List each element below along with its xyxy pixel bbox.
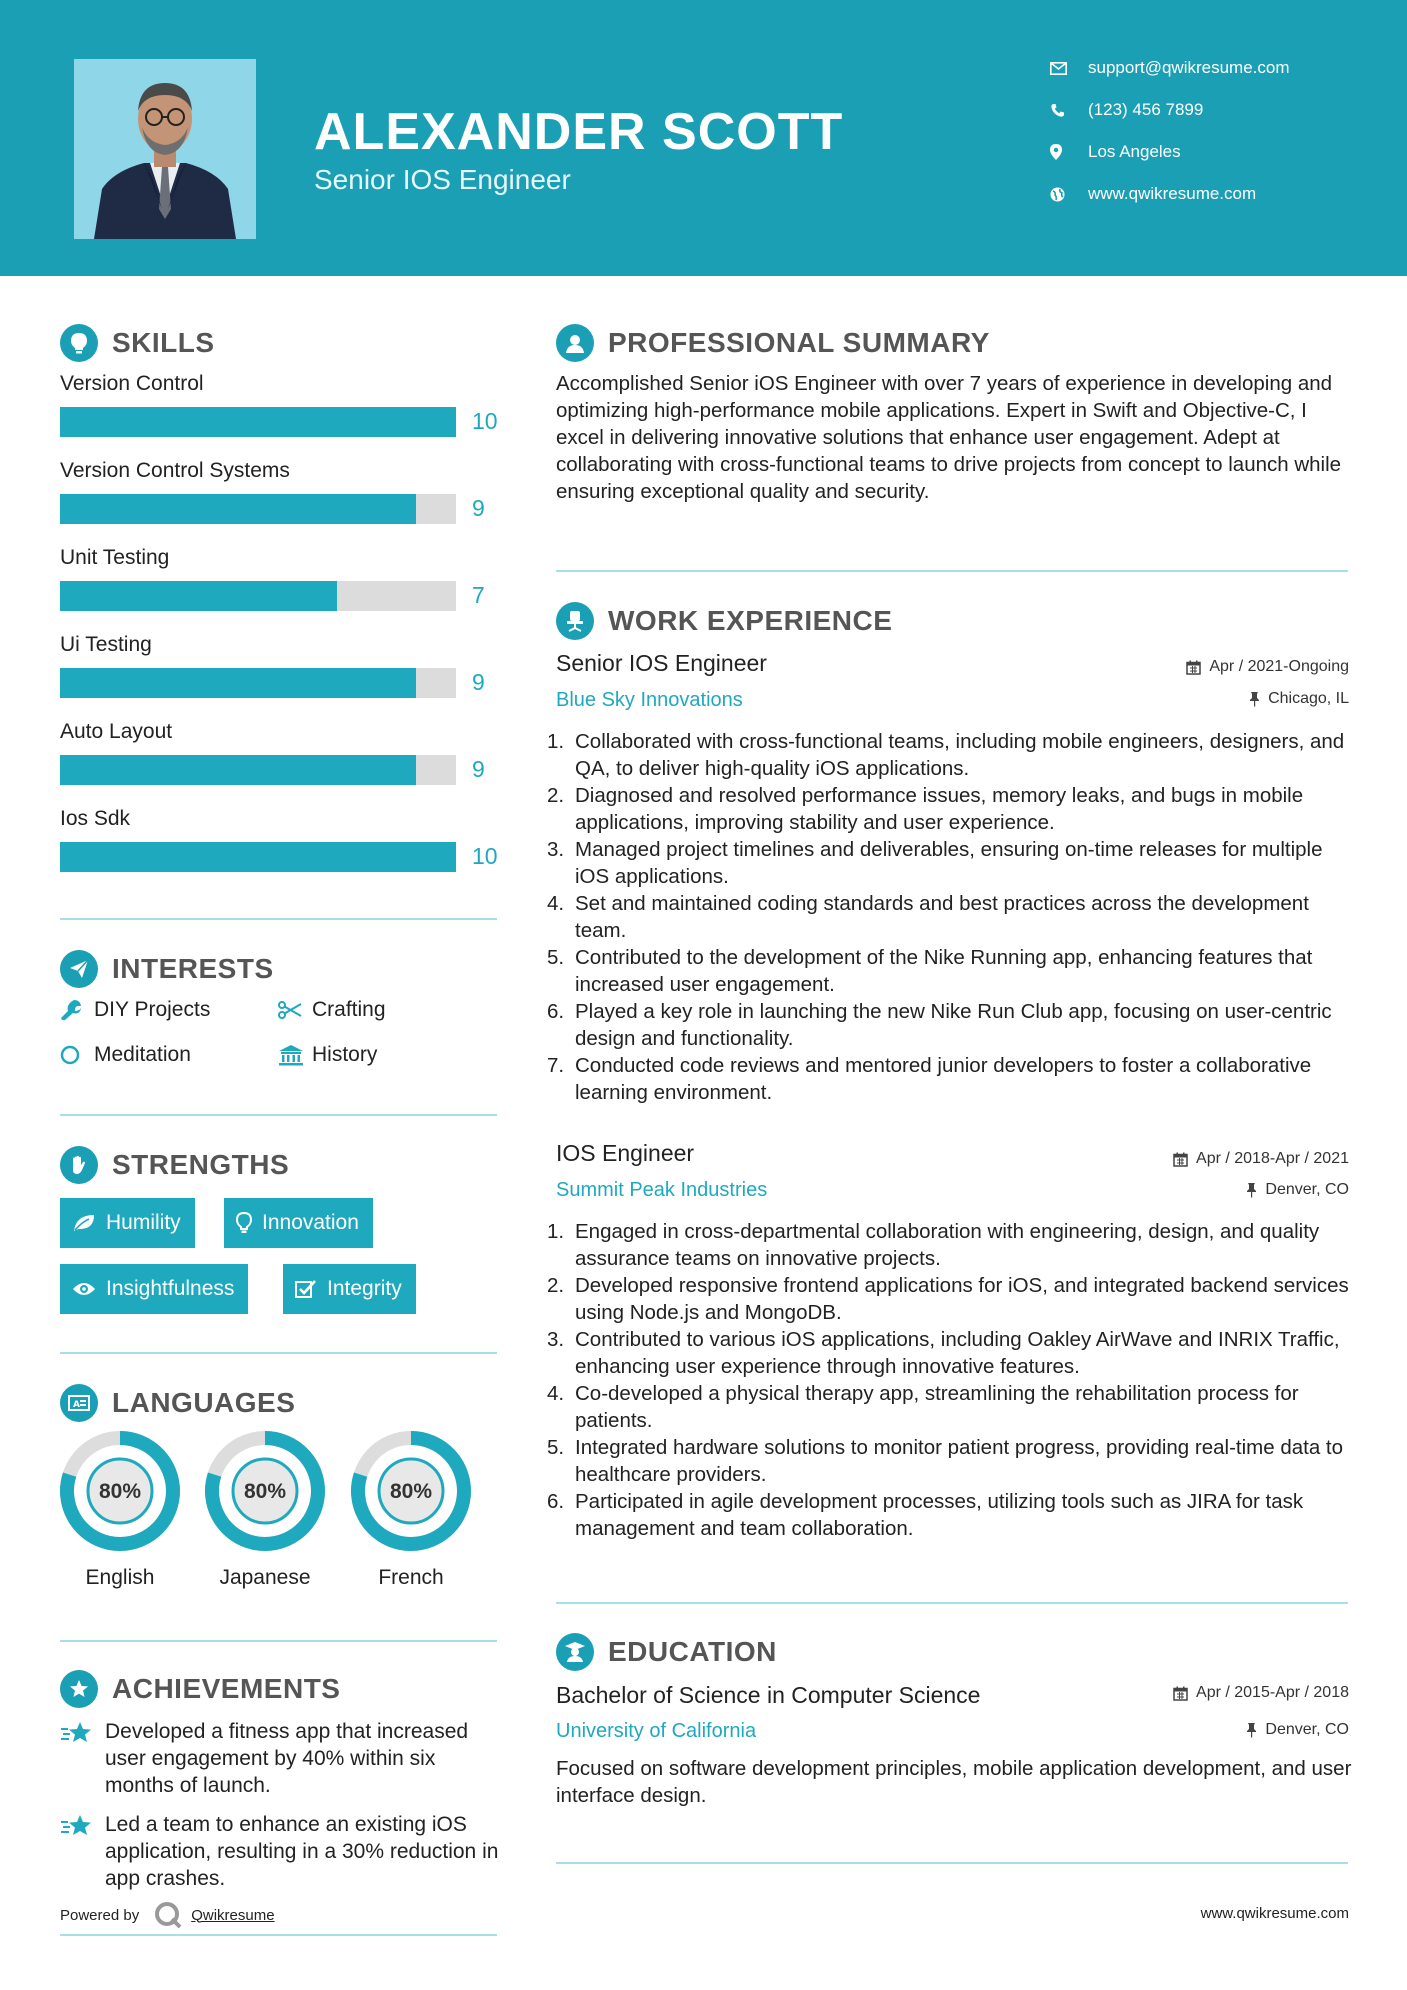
language-name: French	[378, 1566, 444, 1589]
leaf-icon	[72, 1213, 96, 1233]
qwikresume-link[interactable]: Qwikresume	[191, 1906, 275, 1924]
language-percent: 80%	[98, 1480, 142, 1503]
candidate-title: Senior IOS Engineer	[314, 164, 571, 195]
skill-bar-fill	[60, 407, 456, 437]
language-proficiency-ring	[59, 1430, 181, 1552]
skill-bar	[60, 668, 456, 698]
languages-heading: A LANGUAGES	[60, 1384, 295, 1422]
eye-icon	[72, 1281, 96, 1297]
section-divider	[556, 570, 1348, 572]
hand-icon	[60, 1146, 98, 1184]
qwikresume-logo-icon	[153, 1900, 183, 1930]
language-percent: 80%	[389, 1480, 433, 1503]
degree-title: Bachelor of Science in Computer Science	[556, 1682, 981, 1708]
svg-text:A: A	[73, 1400, 81, 1410]
skill-bar	[60, 842, 456, 872]
skill-label: Ios Sdk	[60, 807, 131, 830]
responsibility-item: 6. Played a key role in launching the new Nike Run Club app, focusing on user-centric design and functionality.	[547, 1000, 1332, 1050]
responsibility-item: 5. Integrated hardware solutions to monitor patient progress, providing real-time data to healthcare providers.	[547, 1436, 1344, 1486]
section-divider	[60, 918, 497, 920]
skill-label: Unit Testing	[60, 546, 170, 569]
skill-bar-fill	[60, 842, 456, 872]
skill-label: Version Control	[60, 372, 204, 395]
candidate-name: ALEXANDER SCOTT	[314, 103, 844, 161]
contact-location-text: Los Angeles	[1088, 142, 1181, 161]
responsibility-item: 7. Conducted code reviews and mentored junior developers to foster a collaborative learning environment.	[547, 1054, 1312, 1104]
education-dates: Apr / 2015-Apr / 2018	[1173, 1684, 1349, 1702]
contact-email[interactable]	[1050, 58, 1290, 78]
strength-tag: Innovation	[224, 1198, 373, 1248]
pushpin-icon	[1249, 691, 1260, 707]
language-percent: 80%	[243, 1480, 287, 1503]
experience-heading: WORK EXPERIENCE	[556, 602, 892, 640]
section-divider	[556, 1602, 1348, 1604]
skill-score: 9	[472, 756, 485, 782]
skill-bar	[60, 755, 456, 785]
pushpin-icon	[1246, 1182, 1257, 1198]
map-pin-icon	[1050, 144, 1088, 160]
language-name: Japanese	[219, 1566, 311, 1589]
skill-bar-fill	[60, 581, 337, 611]
skill-score: 10	[472, 843, 498, 869]
responsibility-item: 5. Contributed to the development of the Nike Running app, enhancing features that increased user engagement.	[547, 946, 1313, 996]
interest-item: History	[278, 1043, 377, 1067]
strength-tag: Insightfulness	[60, 1264, 248, 1314]
calendar-icon	[1186, 660, 1201, 675]
phone-icon	[1050, 103, 1088, 118]
section-divider	[60, 1934, 497, 1936]
skill-bar	[60, 494, 456, 524]
job-dates: Apr / 2018-Apr / 2021	[1173, 1150, 1349, 1168]
skill-bar-fill	[60, 755, 416, 785]
institution-icon	[278, 1044, 312, 1066]
skill-label: Ui Testing	[60, 633, 152, 656]
wrench-icon	[60, 999, 94, 1021]
job-title: Senior IOS Engineer	[556, 650, 767, 676]
interest-item: DIY Projects	[60, 998, 210, 1022]
interest-item: Crafting	[278, 998, 386, 1022]
check-square-icon	[295, 1279, 317, 1299]
resume-header	[0, 0, 1407, 276]
skill-score: 10	[472, 408, 498, 434]
responsibility-item: 6. Participated in agile development processes, utilizing tools such as JIRA for task management and team collaboration.	[547, 1490, 1304, 1540]
job-responsibilities	[547, 728, 1356, 1106]
responsibility-item: 3. Managed project timelines and deliverables, ensuring on-time releases for multiple iOS applications.	[547, 838, 1323, 888]
language-name: English	[85, 1566, 155, 1589]
job-responsibilities	[547, 1218, 1356, 1542]
company-name: Summit Peak Industries	[556, 1179, 768, 1201]
star-icon	[60, 1718, 105, 1799]
achievement-item: Developed a fitness app that increased user engagement by 40% within six months of launch.	[60, 1718, 500, 1799]
section-divider	[556, 1862, 1348, 1864]
interest-item: Meditation	[60, 1043, 191, 1067]
summary-heading: PROFESSIONAL SUMMARY	[556, 324, 990, 362]
education-description: Focused on software development principles, mobile application development, and user interface design.	[556, 1757, 1352, 1807]
education-location: Denver, CO	[1246, 1721, 1349, 1739]
job-location: Chicago, IL	[1249, 690, 1349, 708]
contact-phone[interactable]	[1050, 100, 1203, 120]
star-badge-icon	[60, 1670, 98, 1708]
skill-label: Auto Layout	[60, 720, 173, 743]
contact-location	[1050, 142, 1181, 162]
language-proficiency-ring	[350, 1430, 472, 1552]
contact-phone-text: (123) 456 7899	[1088, 100, 1204, 119]
language-icon	[60, 1384, 98, 1422]
skill-score: 9	[472, 669, 485, 695]
strengths-heading: STRENGTHS	[60, 1146, 289, 1184]
graduate-icon	[556, 1633, 594, 1671]
star-icon	[60, 1811, 105, 1892]
summary-text: Accomplished Senior iOS Engineer with over 7 years of experience in developing and optimizing high-performance mobile applications. Expert in Swift and Objective-C, I excel in delivering innovative solutions that enhance user engagement. Adept at collaborating with cross-functional teams to drive projects from concept to launch while ensuring exceptional quality and security.	[556, 372, 1342, 503]
achievement-item: Led a team to enhance an existing iOS application, resulting in a 30% reduction in app crashes.	[60, 1811, 500, 1892]
strength-tag: Integrity	[283, 1264, 416, 1314]
section-divider	[60, 1352, 497, 1354]
job-dates: Apr / 2021-Ongoing	[1186, 658, 1349, 676]
circle-icon	[60, 1045, 94, 1065]
chair-icon	[556, 602, 594, 640]
responsibility-item: 2. Developed responsive frontend applications for iOS, and integrated backend services using Node.js and MongoDB.	[547, 1274, 1349, 1324]
profile-photo	[74, 59, 256, 239]
skills-heading: SKILLS	[60, 324, 215, 362]
responsibility-item: 2. Diagnosed and resolved performance issues, memory leaks, and bugs in mobile applications, improving stability and user experience.	[547, 784, 1304, 834]
interests-heading: INTERESTS	[60, 950, 274, 988]
school-name: University of California	[556, 1720, 757, 1742]
strength-tag: Humility	[60, 1198, 195, 1248]
envelope-icon	[1050, 62, 1088, 75]
skill-bar-fill	[60, 668, 416, 698]
paper-plane-icon	[60, 950, 98, 988]
section-divider	[60, 1640, 497, 1642]
contact-website-text: www.qwikresume.com	[1088, 184, 1257, 203]
contact-email-text: support@qwikresume.com	[1088, 58, 1290, 77]
skill-score: 7	[472, 582, 485, 608]
skill-bar	[60, 407, 456, 437]
calendar-icon	[1173, 1152, 1188, 1167]
education-heading: EDUCATION	[556, 1633, 777, 1671]
pushpin-icon	[1246, 1722, 1257, 1738]
responsibility-item: 4. Set and maintained coding standards and best practices across the development team.	[547, 892, 1309, 942]
skill-score: 9	[472, 495, 485, 521]
responsibility-item: 1. Collaborated with cross-functional teams, including mobile engineers, designers, and QA, to deliver high-quality iOS applications.	[547, 730, 1345, 780]
calendar-icon	[1173, 1686, 1188, 1701]
user-icon	[556, 324, 594, 362]
skill-label: Version Control Systems	[60, 459, 290, 482]
job-title: IOS Engineer	[556, 1140, 695, 1166]
lightbulb-icon	[236, 1212, 252, 1234]
language-proficiency-ring	[204, 1430, 326, 1552]
powered-by: Powered by Qwikresume	[60, 1900, 275, 1930]
responsibility-item: 3. Contributed to various iOS applications, including Oakley AirWave and INRIX Traffic, enhancing user experience through innovative features.	[547, 1328, 1340, 1378]
skill-bar	[60, 581, 456, 611]
globe-icon	[1050, 187, 1088, 202]
section-divider	[60, 1114, 497, 1116]
footer-url[interactable]: www.qwikresume.com	[1200, 1905, 1349, 1922]
skill-bar-fill	[60, 494, 416, 524]
responsibility-item: 4. Co-developed a physical therapy app, streamlining the rehabilitation process for patients.	[547, 1382, 1299, 1432]
responsibility-item: 1. Engaged in cross-departmental collaboration with engineering, design, and quality assurance teams on innovative projects.	[547, 1220, 1320, 1270]
achievements-heading: ACHIEVEMENTS	[60, 1670, 340, 1708]
lightbulb-icon	[60, 324, 98, 362]
scissors-icon	[278, 1001, 312, 1019]
job-location: Denver, CO	[1246, 1181, 1349, 1199]
contact-website[interactable]	[1050, 184, 1256, 204]
company-name: Blue Sky Innovations	[556, 689, 743, 711]
